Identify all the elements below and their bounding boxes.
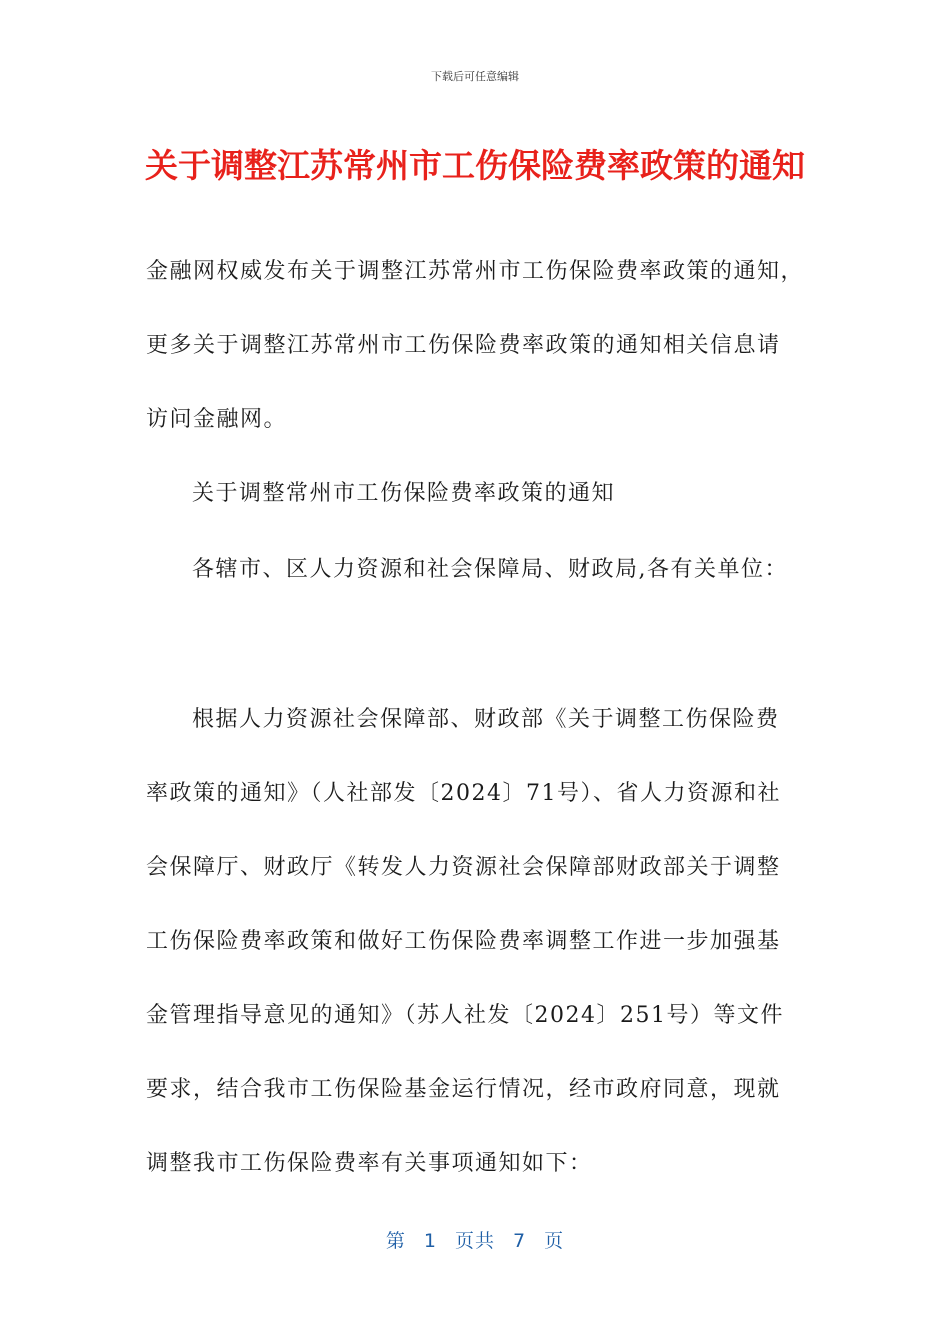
footer-prefix: 第	[385, 1230, 406, 1252]
intro-line: 更多关于调整江苏常州市工伤保险费率政策的通知相关信息请	[146, 333, 781, 358]
intro-line: 金融网权威发布关于调整江苏常州市工伤保险费率政策的通知，	[146, 259, 805, 284]
total-pages-number: 7	[513, 1230, 527, 1252]
body-line: 率政策的通知》（人社部发〔2024〕71号）、省人力资源和社	[146, 781, 781, 806]
footer-suffix: 页	[544, 1230, 565, 1252]
salutation: 各辖市、区人力资源和社会保障局、财政局,各有关单位：	[192, 557, 788, 582]
body-line: 金管理指导意见的通知》（苏人社发〔2024〕251号）等文件	[146, 1003, 784, 1028]
notice-subtitle: 关于调整常州市工伤保险费率政策的通知	[192, 481, 616, 506]
intro-line: 访问金融网。	[146, 407, 288, 432]
body-line: 调整我市工伤保险费率有关事项通知如下：	[146, 1151, 593, 1176]
body-line: 工伤保险费率政策和做好工伤保险费率调整工作进一步加强基	[146, 929, 781, 954]
current-page-number: 1	[423, 1230, 437, 1252]
page-footer	[0, 1226, 950, 1253]
header-note: 下载后可任意编辑	[431, 70, 519, 83]
document-title: 关于调整江苏常州市工伤保险费率政策的通知	[145, 146, 805, 185]
body-line: 根据人力资源社会保障部、财政部《关于调整工伤保险费	[192, 707, 780, 732]
body-line: 会保障厅、财政厅《转发人力资源社会保障部财政部关于调整	[146, 855, 781, 880]
footer-middle: 页共	[454, 1230, 495, 1252]
body-line: 要求，结合我市工伤保险基金运行情况，经市政府同意，现就	[146, 1077, 781, 1102]
